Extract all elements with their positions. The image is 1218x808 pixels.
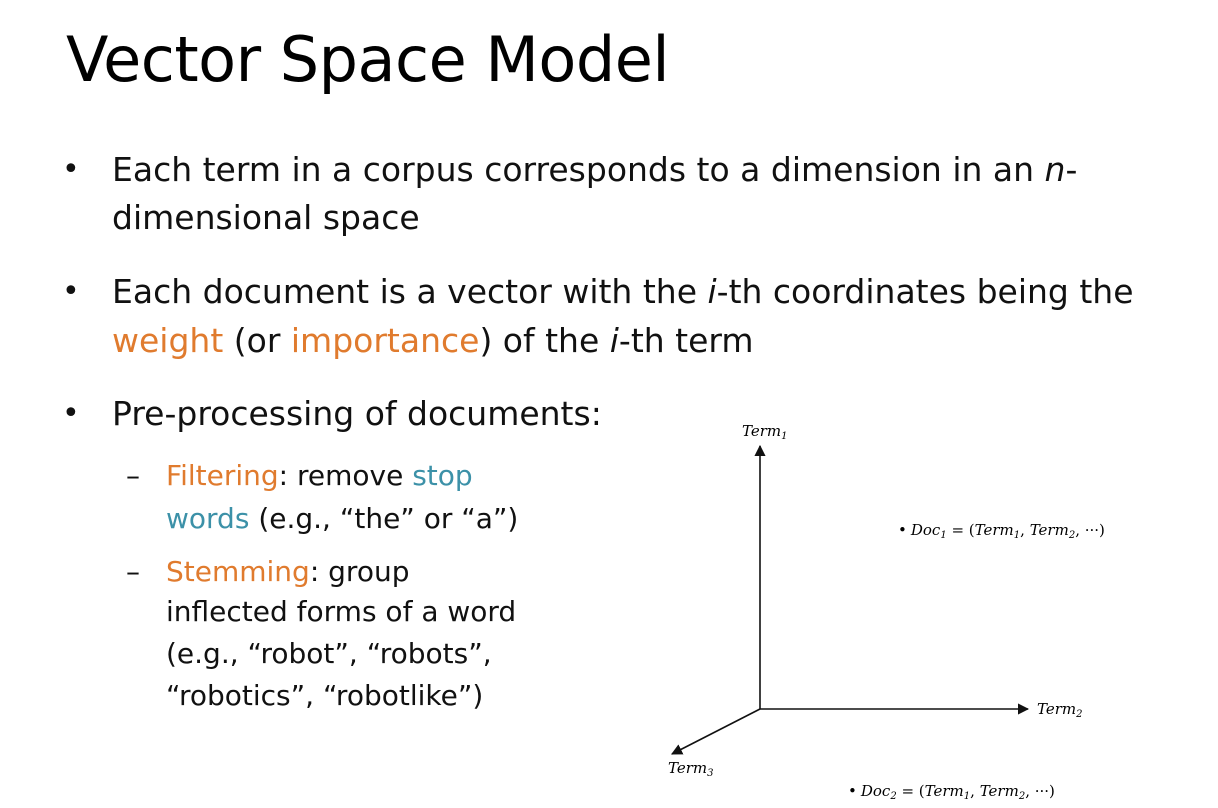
of-the-text: ) of the bbox=[479, 321, 610, 360]
sub-dash: – bbox=[126, 459, 140, 492]
weight-highlight: weight bbox=[112, 321, 224, 360]
sub-1-line-1 bbox=[166, 456, 473, 496]
bullet-1-line-1 bbox=[112, 146, 1077, 194]
sub-2-line-4: “robotics”, “robotlike”) bbox=[166, 679, 484, 712]
vector-space-diagram bbox=[660, 420, 1180, 808]
bullet-dot: • bbox=[62, 274, 80, 309]
sub-2-line-2: inflected forms of a word bbox=[166, 595, 517, 628]
axis-y-label: Term$_1$ bbox=[742, 422, 788, 442]
sub-2-line-3: (e.g., “robot”, “robots”, bbox=[166, 637, 492, 670]
slide-title: Vector Space Model bbox=[66, 23, 670, 96]
axis-z-line bbox=[672, 709, 760, 754]
axis-z-label: Term$_3$ bbox=[668, 759, 714, 779]
bullet-1-hyphen: - bbox=[1065, 150, 1078, 189]
bullet-2-line-2 bbox=[112, 317, 754, 365]
sub-2-line-1 bbox=[166, 552, 409, 592]
doc1-label: • Doc$_1$ = (Term$_1$, Term$_2$, ···) bbox=[898, 521, 1105, 541]
bullet-2-text-post: -th coordinates being the bbox=[716, 272, 1134, 311]
sub-1-line-2 bbox=[166, 499, 518, 539]
remove-text: : remove bbox=[278, 459, 413, 492]
stemming-highlight: Stemming bbox=[166, 555, 310, 588]
bullet-2-text: Each document is a vector with the bbox=[112, 272, 708, 311]
words-highlight: words bbox=[166, 502, 250, 535]
bullet-1-text: Each term in a corpus corresponds to a dimension in an bbox=[112, 150, 1045, 189]
example-text: (e.g., “the” or “a”) bbox=[249, 502, 519, 535]
bullet-1-n: n bbox=[1044, 150, 1066, 189]
bullet-2-i: i bbox=[707, 272, 717, 311]
term-end-text: -th term bbox=[618, 321, 754, 360]
bullet-dot: • bbox=[62, 152, 80, 187]
group-text: : group bbox=[309, 555, 410, 588]
stop-highlight: stop bbox=[412, 459, 473, 492]
bullet-2-i2: i bbox=[609, 321, 619, 360]
sub-dash: – bbox=[126, 555, 140, 588]
filtering-highlight: Filtering bbox=[166, 459, 279, 492]
bullet-1-line-2: dimensional space bbox=[112, 198, 420, 237]
axis-x-label: Term$_2$ bbox=[1037, 700, 1083, 720]
bullet-3-text: Pre-processing of documents: bbox=[112, 394, 602, 433]
or-text: (or bbox=[223, 321, 291, 360]
doc2-label: • Doc$_2$ = (Term$_1$, Term$_2$, ···) bbox=[848, 782, 1055, 802]
bullet-dot: • bbox=[62, 396, 80, 431]
importance-highlight: importance bbox=[290, 321, 480, 360]
bullet-2-line-1 bbox=[112, 268, 1134, 316]
